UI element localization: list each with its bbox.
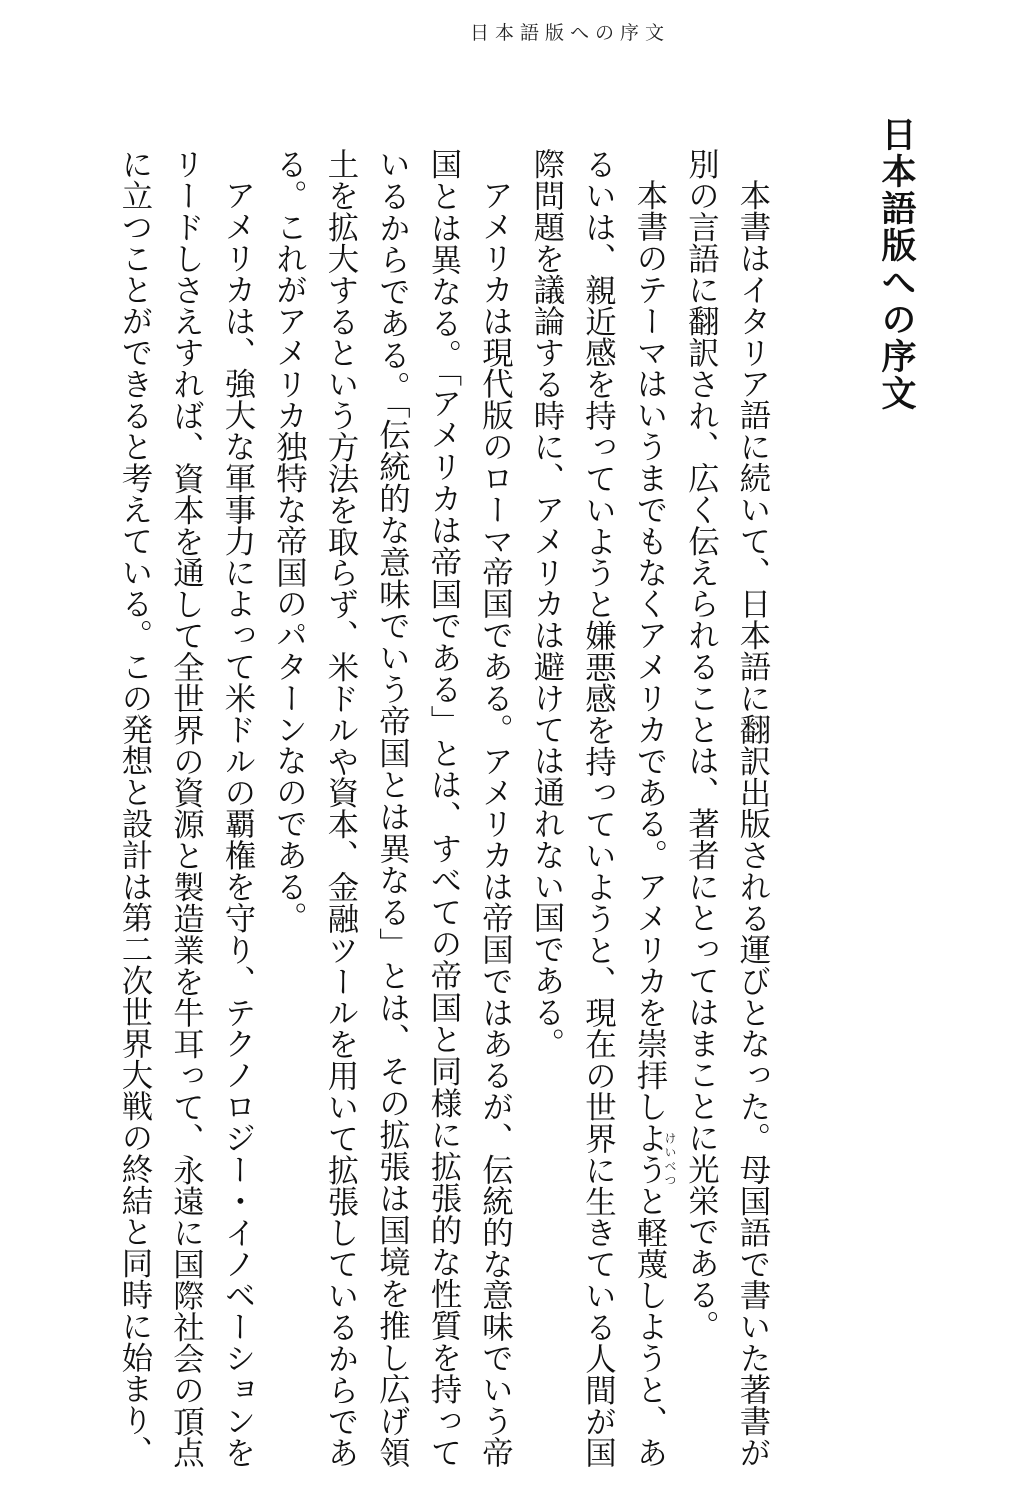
- paragraph-3: アメリカは現代版のローマ帝国である。アメリカは帝国ではあるが、伝統的な意味でいう帝国とは異なる。「アメリカは帝国である」とは、すべての帝国と同様に拡張的な性質を持っているからである。「伝統的な意味でいう帝国とは異なる」とは、その拡張は国境を推し広げ領土を拡大するという方法を取らず、米ドルや資本、金融ツールを用いて拡張しているからである。これがアメリカ独特な帝国のパターンなのである。: [270, 148, 513, 1468]
- paragraph-1: 本書はイタリア語に続いて、日本語に翻訳出版される運びとなった。母国語で書いた著書が別の言語に翻訳され、広く伝えられることは、著者にとってはまことに光栄である。: [682, 148, 770, 1468]
- paragraph-2: 本書のテーマはいうまでもなくアメリカである。アメリカを崇拝しようと軽蔑しようと、あるいは、親近感を持っていようと嫌悪感を持っていようと、現在の世界に生きている人間が国際問題を議論する時に、アメリカは避けては通れない国である。: [528, 148, 667, 1468]
- body-text: [116, 148, 777, 1468]
- ruby-reading: けいべつ: [663, 1132, 677, 1188]
- chapter-title: 日本語版への序文: [876, 116, 916, 412]
- running-header: 日本語版への序文: [469, 22, 670, 44]
- paragraph-4: アメリカは、強大な軍事力によって米ドルの覇権を守り、テクノロジー・イノベーションをリードしさえすれば、資本を通して全世界の資源と製造業を牛耳って、永遠に国際社会の頂点に立つことができると考えている。この発想と設計は第二次世界大戦の終結と同時に始まり、: [116, 148, 255, 1468]
